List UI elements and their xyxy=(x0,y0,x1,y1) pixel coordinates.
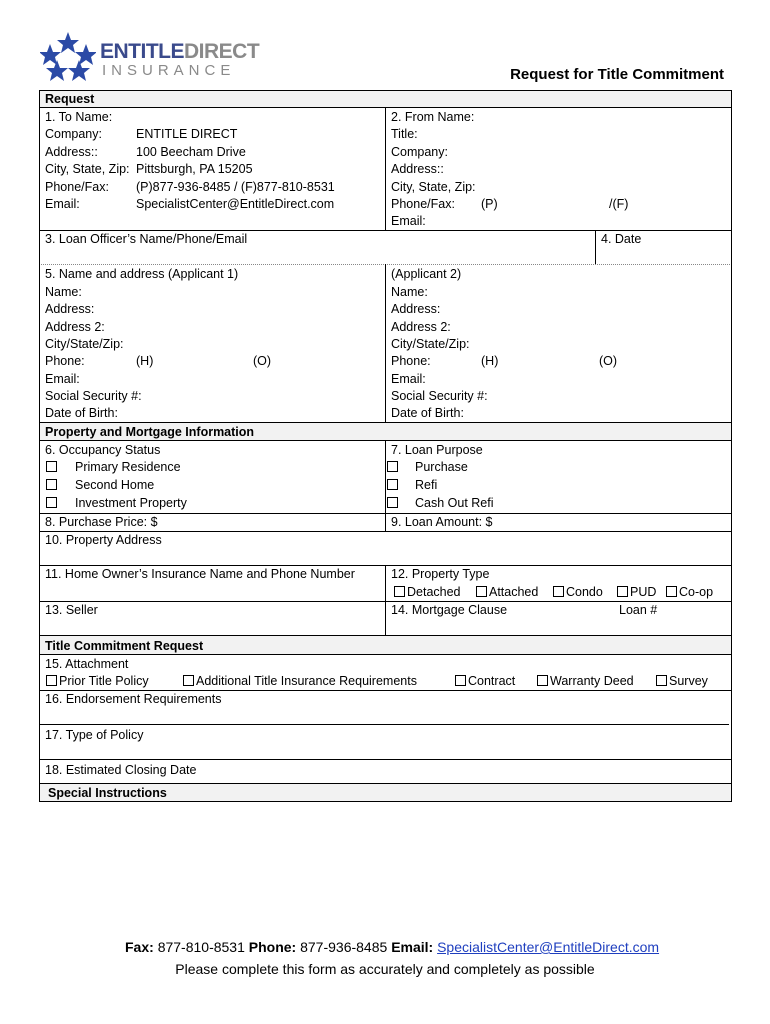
checkbox-primary-residence[interactable] xyxy=(46,461,57,472)
section-header-property xyxy=(39,422,732,441)
logo-text-entitle: ENTITLE xyxy=(100,40,184,63)
section-label: Special Instructions xyxy=(48,786,167,800)
form-title: Request for Title Commitment xyxy=(510,66,724,83)
from-title-field[interactable]: Title: xyxy=(391,127,418,141)
to-address-label: Address:: xyxy=(45,145,98,159)
checkbox-survey[interactable] xyxy=(656,675,667,686)
footer-email-link[interactable]: SpecialistCenter@EntitleDirect.com xyxy=(437,939,660,955)
home-insurance-field[interactable]: 11. Home Owner’s Insurance Name and Phone Number xyxy=(45,567,355,581)
applicant2-city-field[interactable]: City/State/Zip: xyxy=(391,337,470,351)
attachment-label: 15. Attachment xyxy=(45,657,129,671)
checkbox-purchase[interactable] xyxy=(387,461,398,472)
checkbox-additional-requirements[interactable] xyxy=(183,675,194,686)
applicant1-name-field[interactable]: Name: xyxy=(45,285,82,299)
attachment-option-prior: Prior Title Policy xyxy=(59,674,149,688)
to-city-value: Pittsburgh, PA 15205 xyxy=(136,162,253,176)
section-header-title-commitment xyxy=(39,635,732,655)
occupancy-option-second: Second Home xyxy=(75,478,155,492)
checkbox-coop[interactable] xyxy=(666,586,677,597)
property-type-option-attached: Attached xyxy=(489,585,539,599)
company-logo xyxy=(40,30,260,85)
checkbox-contract[interactable] xyxy=(455,675,466,686)
policy-type-field[interactable]: 17. Type of Policy xyxy=(45,728,144,742)
star-cluster-icon xyxy=(40,30,96,82)
footer-phone-value: 877-936-8485 xyxy=(300,939,388,955)
applicant1-ssn-field[interactable]: Social Security #: xyxy=(45,389,142,403)
logo-text-direct: DIRECT xyxy=(184,40,260,63)
to-name-label: 1. To Name: xyxy=(45,110,113,124)
applicant1-phone-field[interactable]: Phone: xyxy=(45,354,85,368)
from-fax-f-label: /(F) xyxy=(609,197,629,211)
applicant1-phone-o: (O) xyxy=(253,354,272,368)
applicant1-phone-h: (H) xyxy=(136,354,154,368)
applicant1-address2-field[interactable]: Address 2: xyxy=(45,320,105,334)
attachment-option-warranty: Warranty Deed xyxy=(550,674,634,688)
footer-phone-label: Phone: xyxy=(248,939,297,955)
from-name-field[interactable]: 2. From Name: xyxy=(391,110,475,124)
date-field[interactable]: 4. Date xyxy=(601,232,642,246)
property-type-option-pud: PUD xyxy=(630,585,657,599)
loan-amount-field[interactable]: 9. Loan Amount: $ xyxy=(391,515,493,529)
property-type-option-condo: Condo xyxy=(566,585,603,599)
closing-date-field[interactable]: 18. Estimated Closing Date xyxy=(45,763,197,777)
applicant2-ssn-field[interactable]: Social Security #: xyxy=(391,389,488,403)
footer-email-label: Email: xyxy=(391,939,434,955)
to-email-value: SpecialistCenter@EntitleDirect.com xyxy=(136,197,335,211)
applicant2-email-field[interactable]: Email: xyxy=(391,372,426,386)
applicant1-dob-field[interactable]: Date of Birth: xyxy=(45,406,118,420)
applicant1-address-field[interactable]: Address: xyxy=(45,302,95,316)
footer-contact-line xyxy=(125,939,659,955)
applicant2-label: (Applicant 2) xyxy=(391,267,462,281)
applicant2-phone-o: (O) xyxy=(599,354,618,368)
attachment-option-contract: Contract xyxy=(468,674,516,688)
from-city-field[interactable]: City, State, Zip: xyxy=(391,180,476,194)
footer-note: Please complete this form as accurately and completely as possible xyxy=(175,961,595,977)
to-email-label: Email: xyxy=(45,197,80,211)
loan-officer-field[interactable]: 3. Loan Officer’s Name/Phone/Email xyxy=(45,232,248,246)
property-type-option-coop: Co-op xyxy=(679,585,714,599)
section-label: Property and Mortgage Information xyxy=(45,425,255,439)
seller-field[interactable]: 13. Seller xyxy=(45,603,98,617)
from-phone-field[interactable]: Phone/Fax: xyxy=(391,197,455,211)
to-city-label: City, State, Zip: xyxy=(45,162,130,176)
loan-purpose-option-cashout: Cash Out Refi xyxy=(415,496,494,510)
footer-fax-label: Fax: xyxy=(125,939,154,955)
from-company-field[interactable]: Company: xyxy=(391,145,448,159)
property-type-label: 12. Property Type xyxy=(391,567,490,581)
checkbox-attached[interactable] xyxy=(476,586,487,597)
purchase-price-field[interactable]: 8. Purchase Price: $ xyxy=(45,515,158,529)
loan-purpose-label: 7. Loan Purpose xyxy=(391,443,483,457)
checkbox-prior-title-policy[interactable] xyxy=(46,675,57,686)
occupancy-label: 6. Occupancy Status xyxy=(45,443,161,457)
applicant2-address-field[interactable]: Address: xyxy=(391,302,441,316)
from-email-field[interactable]: Email: xyxy=(391,214,426,228)
loan-purpose-option-purchase: Purchase xyxy=(415,460,468,474)
applicant1-label: 5. Name and address (Applicant 1) xyxy=(45,267,239,281)
applicant2-address2-field[interactable]: Address 2: xyxy=(391,320,451,334)
applicant1-city-field[interactable]: City/State/Zip: xyxy=(45,337,124,351)
logo-text-insurance: INSURANCE xyxy=(102,62,236,79)
occupancy-option-investment: Investment Property xyxy=(75,496,187,510)
property-address-field[interactable]: 10. Property Address xyxy=(45,533,162,547)
applicant2-dob-field[interactable]: Date of Birth: xyxy=(391,406,464,420)
checkbox-detached[interactable] xyxy=(394,586,405,597)
loan-purpose-option-refi: Refi xyxy=(415,478,438,492)
applicant2-phone-field[interactable]: Phone: xyxy=(391,354,431,368)
to-phone-label: Phone/Fax: xyxy=(45,180,109,194)
attachment-option-additional: Additional Title Insurance Requirements xyxy=(196,674,417,688)
to-company-label: Company: xyxy=(45,127,102,141)
section-label: Title Commitment Request xyxy=(45,639,204,653)
to-company-value: ENTITLE DIRECT xyxy=(136,127,238,141)
checkbox-condo[interactable] xyxy=(553,586,564,597)
occupancy-option-primary: Primary Residence xyxy=(75,460,181,474)
checkbox-investment-property[interactable] xyxy=(46,497,57,508)
checkbox-refi[interactable] xyxy=(387,479,398,490)
checkbox-warranty-deed[interactable] xyxy=(537,675,548,686)
checkbox-pud[interactable] xyxy=(617,586,628,597)
footer-fax-value: 877-810-8531 xyxy=(157,939,245,955)
from-phone-p-label: (P) xyxy=(481,197,498,211)
section-header-request xyxy=(39,90,732,108)
to-address-value: 100 Beecham Drive xyxy=(136,145,246,159)
checkbox-second-home[interactable] xyxy=(46,479,57,490)
mortgage-clause-field[interactable]: 14. Mortgage Clause xyxy=(391,603,508,617)
applicant1-email-field[interactable]: Email: xyxy=(45,372,80,386)
endorsement-field[interactable]: 16. Endorsement Requirements xyxy=(45,692,222,706)
to-phone-value: (P)877-936-8485 / (F)877-810-8531 xyxy=(136,180,335,194)
section-header-special-instructions xyxy=(39,783,732,802)
property-type-option-detached: Detached xyxy=(407,585,461,599)
section-label: Request xyxy=(45,92,95,106)
applicant2-name-field[interactable]: Name: xyxy=(391,285,428,299)
from-address-field[interactable]: Address:: xyxy=(391,162,444,176)
loan-number-field[interactable]: Loan # xyxy=(619,603,658,617)
attachment-option-survey: Survey xyxy=(669,674,708,688)
applicant2-phone-h: (H) xyxy=(481,354,499,368)
checkbox-cash-out-refi[interactable] xyxy=(387,497,398,508)
